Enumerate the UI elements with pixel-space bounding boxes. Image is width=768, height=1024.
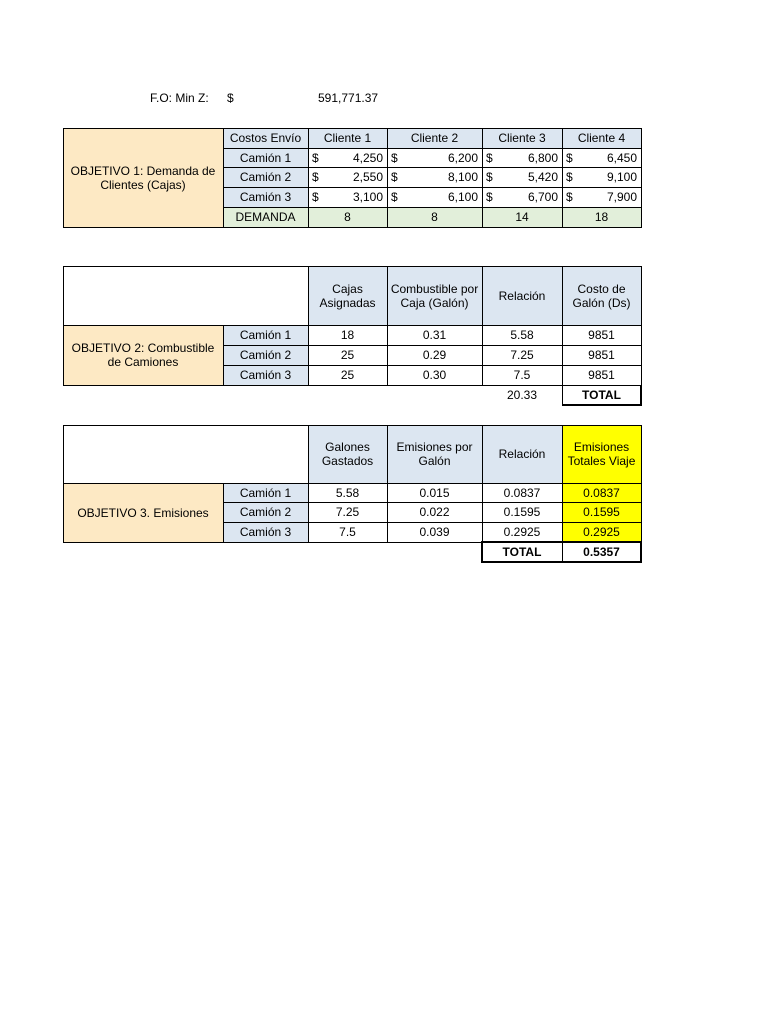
table2-cell[interactable]: 25 xyxy=(340,368,355,382)
table2-cell[interactable]: 5.58 xyxy=(510,328,534,342)
table2-cell[interactable]: 18 xyxy=(340,328,355,342)
currency-symbol: $ xyxy=(391,190,398,204)
currency-symbol: $ xyxy=(486,170,493,184)
table3-cell[interactable]: 7.25 xyxy=(335,505,360,519)
table2-header[interactable]: Costo de Galón (Ds) xyxy=(562,266,641,325)
table2-cell[interactable]: 25 xyxy=(340,348,355,362)
currency-symbol: $ xyxy=(486,190,493,204)
table2-cell[interactable]: 0.30 xyxy=(422,368,447,382)
table2-header[interactable]: Relación xyxy=(482,266,562,325)
cost-value: 9,100 xyxy=(606,170,637,184)
table2-row-label[interactable]: Camión 3 xyxy=(223,365,308,385)
table3-cell[interactable]: 0.2925 xyxy=(562,522,641,542)
table3-cell[interactable]: 0.022 xyxy=(419,505,450,519)
table2-header[interactable]: Combustible por Caja (Galón) xyxy=(387,266,482,325)
table1-demand-label[interactable]: DEMANDA xyxy=(223,207,308,227)
table2-cell[interactable]: 7.25 xyxy=(510,348,534,362)
table3-cell[interactable]: 0.039 xyxy=(419,525,450,539)
currency-symbol: $ xyxy=(566,150,573,165)
table1-demand-cell[interactable]: 8 xyxy=(308,207,387,227)
table1-client-2[interactable]: Cliente 2 xyxy=(387,128,482,148)
table1-corner-header[interactable]: Costos Envío xyxy=(223,128,308,148)
table3-header[interactable]: Emisiones por Galón xyxy=(387,425,482,483)
cost-value: 5,420 xyxy=(527,170,558,184)
table2-total-label[interactable]: TOTAL xyxy=(582,388,621,402)
cost-value: 6,800 xyxy=(527,150,558,165)
table3-header[interactable]: Galones Gastados xyxy=(308,425,387,483)
table2-cell[interactable]: 7.5 xyxy=(513,368,531,382)
currency-symbol: $ xyxy=(312,170,319,184)
table3-title: OBJETIVO 3. Emisiones xyxy=(63,483,223,542)
table1-client-3[interactable]: Cliente 3 xyxy=(482,128,562,148)
table3-cell[interactable]: 0.2925 xyxy=(503,525,541,539)
cost-value: 6,200 xyxy=(447,150,478,165)
currency-symbol: $ xyxy=(566,190,573,204)
table2-header[interactable]: Cajas Asignadas xyxy=(308,266,387,325)
cost-value: 7,900 xyxy=(606,190,637,204)
cost-value: 3,100 xyxy=(352,190,383,204)
table2-cell[interactable]: 9851 xyxy=(588,368,615,382)
table3-cell[interactable]: 0.0837 xyxy=(503,485,541,500)
table2-sum[interactable]: 20.33 xyxy=(506,388,538,402)
table3-row-label[interactable]: Camión 1 xyxy=(223,483,308,502)
table1-row-label[interactable]: Camión 1 xyxy=(223,148,308,167)
table3-header[interactable]: Relación xyxy=(482,425,562,483)
currency-symbol: $ xyxy=(391,150,398,165)
table3-row-label[interactable]: Camión 2 xyxy=(223,502,308,522)
table1-demand-cell[interactable]: 8 xyxy=(387,207,482,227)
currency-symbol: $ xyxy=(312,150,319,165)
table3-header[interactable]: Emisiones Totales Viaje xyxy=(562,425,641,483)
table1-row-label[interactable]: Camión 2 xyxy=(223,167,308,187)
cost-value: 2,550 xyxy=(352,170,383,184)
cost-value: 6,700 xyxy=(527,190,558,204)
table2-cell[interactable]: 0.29 xyxy=(422,348,447,362)
table2-row-label[interactable]: Camión 2 xyxy=(223,345,308,365)
table1-client-4[interactable]: Cliente 4 xyxy=(562,128,641,148)
currency-symbol: $ xyxy=(566,170,573,184)
table3-cell[interactable]: 0.015 xyxy=(419,485,450,500)
table1-row-label[interactable]: Camión 3 xyxy=(223,187,308,207)
table1-title: OBJETIVO 1: Demanda de Clientes (Cajas) xyxy=(63,128,223,227)
table1-demand-cell[interactable]: 14 xyxy=(482,207,562,227)
currency-symbol: $ xyxy=(391,170,398,184)
table3-cell[interactable]: 0.1595 xyxy=(503,505,541,519)
currency-symbol: $ xyxy=(312,190,319,204)
cost-value: 8,100 xyxy=(447,170,478,184)
table3-cell[interactable]: 0.1595 xyxy=(562,502,641,522)
table3-total-value[interactable]: 0.5357 xyxy=(583,545,620,559)
currency-symbol: $ xyxy=(486,150,493,165)
table1-demand-cell[interactable]: 18 xyxy=(562,207,641,227)
table3-cell[interactable]: 7.5 xyxy=(339,525,356,539)
cost-value: 6,100 xyxy=(447,190,478,204)
table2-cell[interactable]: 9851 xyxy=(588,328,615,342)
table2-cell[interactable]: 9851 xyxy=(588,348,615,362)
table3-cell[interactable]: 0.0837 xyxy=(562,483,641,502)
objective-label: F.O: Min Z: xyxy=(150,91,209,105)
cost-value: 4,250 xyxy=(352,150,383,165)
table3-row-label[interactable]: Camión 3 xyxy=(223,522,308,542)
objective-value[interactable]: 591,771.37 xyxy=(318,91,379,105)
table2-title: OBJETIVO 2: Combustible de Camiones xyxy=(63,325,223,385)
table3-cell[interactable]: 5.58 xyxy=(335,485,360,500)
table2-row-label[interactable]: Camión 1 xyxy=(223,325,308,345)
table2-cell[interactable]: 0.31 xyxy=(422,328,447,342)
table3-total-label[interactable]: TOTAL xyxy=(502,545,542,559)
objective-currency: $ xyxy=(227,91,234,105)
table1-client-1[interactable]: Cliente 1 xyxy=(308,128,387,148)
cost-value: 6,450 xyxy=(606,150,637,165)
